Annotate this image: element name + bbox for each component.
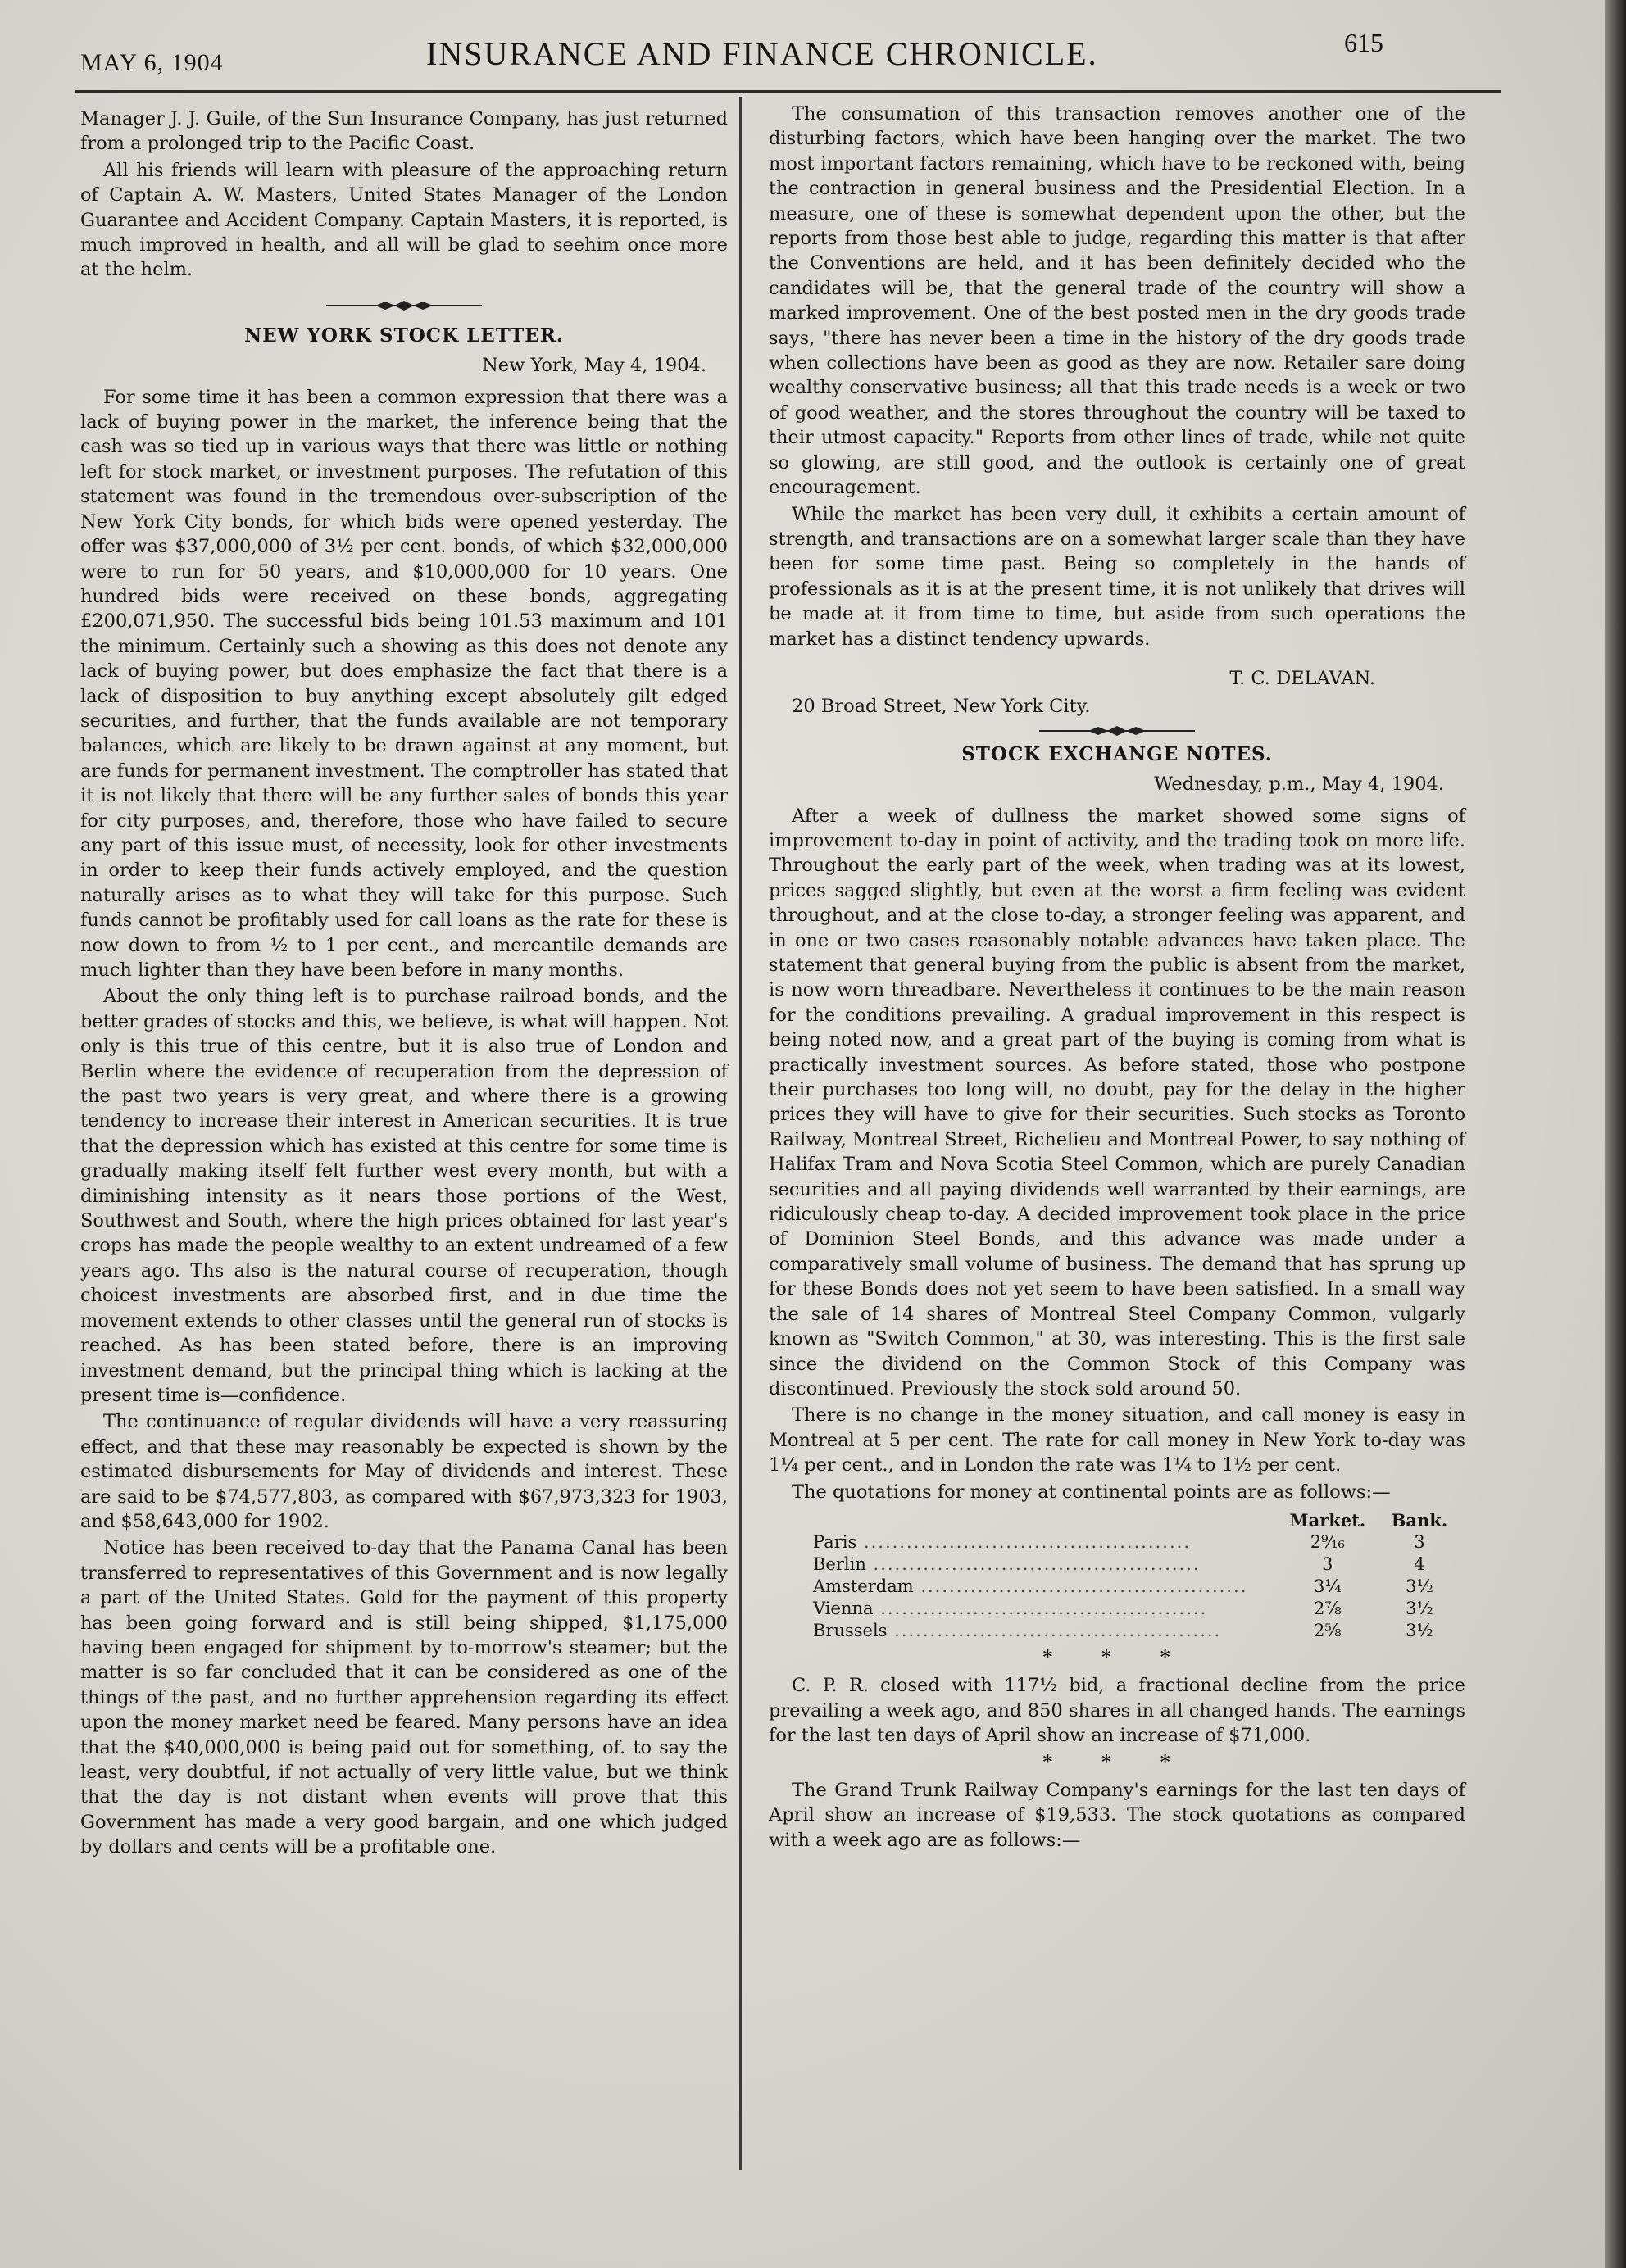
table-row: Berlin .............................................. 3 4 (769, 1554, 1465, 1576)
stock-letter-paragraph: The continuance of regular dividends will have a very reassuring effect, and that these may reasonably be expected is shown by the estimated disbursements for May of dividends and interest. These are said to be $74,577,803, as compared with $67,973,323 for 1903, and $58,643,000 for 1902. (80, 1411, 728, 1532)
exchange-notes-paragraph: There is no change in the money situation, and call money is easy in Montreal at 5 per cent. The rate for call money in New York to-day was 1¼ per cent., and in London the rate was 1¼ to 1½ per cent. (769, 1404, 1465, 1476)
stock-letter-continued-paragraph: While the market has been very dull, it exhibits a certain amount of strength, and transactions are on a somewhat larger scale than they have been for some time past. Being so completely in the hands of professionals as it is at the present time, it is not unlikely that drives will be made at it from time to time, but aside from such operations the market has a distinct tendency upwards. (769, 503, 1465, 650)
page-number: 615 (1344, 28, 1383, 57)
ornament-divider-icon (326, 299, 482, 312)
left-column (80, 107, 728, 1862)
article-title-exchange-notes: STOCK EXCHANGE NOTES. (961, 742, 1273, 765)
article-title-stock-letter: NEW YORK STOCK LETTER. (244, 324, 564, 347)
market-rate: 3 (1322, 1554, 1333, 1574)
city-name: Brussels (813, 1620, 888, 1640)
header-rule (75, 90, 1501, 93)
bank-rate: 3½ (1406, 1620, 1433, 1640)
city-name: Amsterdam (813, 1576, 914, 1596)
stock-letter-paragraph: Notice has been received to-day that the Panama Canal has been transferred to representatives of this Government and is now legally a part of the United States. Gold for the payment of this property has been going forward and is still being shipped, $1,175,000 having been engaged for shipment by to-morrow's steamer; but the matter is so far concluded that it can be considered as one of the things of the past, and no further apprehension regarding its effect upon the money market need be feared. Many persons have an idea that the $40,000,000 is being paid out for something, of. to say the least, very doubtful, if not actually of very little value, but we think that the day is not distant when events will prove that this Government has made a very good bargain, and one which judged by dollars and cents will be a profitable one. (80, 1537, 728, 1858)
market-rate: 2⅝ (1313, 1620, 1342, 1640)
exchange-notes-paragraph: The quotations for money at continental points are as follows:— (792, 1481, 1391, 1503)
masters-note: All his friends will learn with pleasure of the approaching return of Captain A. W. Masters, United States Manager of the London Guarantee and Accident Company. Captain Masters, it is reported, is much improved in health, and all will be glad to seehim once more at the helm. (80, 159, 728, 281)
article-dateline-stock-letter: New York, May 4, 1904. (482, 355, 706, 377)
table-header-row (769, 1509, 1465, 1531)
money-quotations-table (769, 1509, 1465, 1642)
column-divider (739, 97, 742, 2170)
section-separator: * * * (1042, 1646, 1192, 1668)
author-signature: T. C. DELAVAN. (1229, 667, 1375, 689)
header-date: MAY 6, 1904 (80, 49, 224, 76)
table-row: Brussels .............................................. 2⅝ 3½ (769, 1620, 1465, 1642)
table-row: Vienna .............................................. 2⅞ 3½ (769, 1598, 1465, 1620)
section-separator: * * * (1042, 1751, 1192, 1773)
publication-title: INSURANCE AND FINANCE CHRONICLE. (426, 35, 1098, 72)
city-name: Vienna (813, 1598, 874, 1618)
bank-rate: 3½ (1406, 1576, 1433, 1596)
ornament-divider-icon (1039, 724, 1195, 737)
bank-rate: 4 (1414, 1554, 1425, 1574)
table-row: Paris .............................................. 2⁹⁄₁₆ 3 (769, 1531, 1465, 1554)
bank-rate: 3 (1414, 1531, 1425, 1552)
column-header-bank: Bank. (1391, 1509, 1448, 1531)
column-header-market: Market. (1289, 1509, 1366, 1531)
page-header (0, 28, 1626, 77)
exchange-notes-paragraph: After a week of dullness the market showed some signs of improvement to-day in point of activity, and the trading took on more life. Throughout the early part of the week, when trading was at its lowest, prices sagged slightly, but even at the worst a firm feeling was evident throughout, and at the close to-day, a stronger feeling was apparent, and in one or two cases reasonably notable advances have taken place. The statement that general buying from the public is absent from the market, is now worn threadbare. Nevertheless it continues to be the main reason for the conditions prevailing. A gradual improvement in this respect is being noted now, and a great part of the buying is coming from what is practically investment sources. As before stated, those who postpone their purchases too long will, no doubt, pay for the delay in the higher prices they will have to give for their securities. Such stocks as Toronto Railway, Montreal Street, Richelieu and Montreal Power, to say nothing of Halifax Tram and Nova Scotia Steel Common, which are purely Canadian securities and all paying dividends well warranted by their earnings, are ridiculously cheap to-day. A decided improvement took place in the price of Dominion Steel Bonds, and this advance was made under a comparatively small volume of business. The demand that has sprung up for these Bonds does not yet seem to have been satisfied. In a small way the sale of 14 shares of Montreal Steel Company Common, vulgarly known as "Switch Common," at 30, was interesting. This is the first sale since the dividend on the Common Stock of this Company was discontinued. Previously the stock sold around 50. (769, 805, 1465, 1399)
stock-letter-continued-paragraph: The consumation of this transaction removes another one of the disturbing factors, which have been hanging over the market. The two most important factors remaining, which have to be reckoned with, being the contraction in general business and the Presidential Election. In a measure, one of these is somewhat dependent upon the other, but the reports from those best able to judge, regarding this matter is that after the Conventions are held, and it has been definitely decided who the candidates will be, that the general trade of the country will show a marked improvement. One of the best posted men in the dry goods trade says, "there has never been a time in the history of the dry goods trade when collections have been as good as they are now. Retailer sare doing wealthy conservative business; all that this trade needs is a week or two of good weather, and the stores throughout the country will be taxed to their utmost capacity." Reports from other lines of trade, while not quite so glowing, are still good, and the outlook is certainly one of great encouragement. (769, 103, 1465, 499)
city-name: Berlin (813, 1554, 866, 1574)
cpr-paragraph: C. P. R. closed with 117½ bid, a fractional decline from the price prevailing a week ago, and 850 shares in all changed hands. The earnings for the last ten days of April show an increase of $71,000. (769, 1675, 1465, 1747)
bank-rate: 3½ (1406, 1598, 1433, 1618)
table-row: Amsterdam .............................................. 3¼ 3½ (769, 1576, 1465, 1598)
market-rate: 3¼ (1313, 1576, 1342, 1596)
stock-letter-paragraph: About the only thing left is to purchase railroad bonds, and the better grades of stocks and this, we believe, is what will happen. Not only is this true of this centre, but it is also true of London and Berlin where the evidence of recuperation from the depression of the past two years is very great, and where there is a growing tendency to increase their interest in American securities. It is true that the depression which has existed at this centre for some time is gradually making itself felt further west every month, but with a diminishing intensity as it nears those portions of the West, Southwest and South, where the high prices obtained for last year's crops has made the people wealthy to an extent undreamed of a few years ago. Ths also is the natural course of recuperation, though choicest investments are absorbed first, and in due time the movement extends to other classes until the general run of stocks is reached. As has been stated before, there is an improving investment demand, but the principal thing which is lacking at the present time is—confidence. (80, 986, 728, 1406)
guile-note: Manager J. J. Guile, of the Sun Insurance Company, has just returned from a prolonged trip to the Pacific Coast. (80, 108, 728, 155)
article-dateline-exchange-notes: Wednesday, p.m., May 4, 1904. (1154, 773, 1444, 796)
stock-letter-paragraph: For some time it has been a common expression that there was a lack of buying power in the market, the inference being that the cash was so tied up in various ways that there was little or nothing left for stock market, or investment purposes. The refutation of this statement was found in the tremendous over-subscription of the New York City bonds, for which bids were opened yesterday. The offer was $37,000,000 of 3½ per cent. bonds, of which $32,000,000 were to run for 50 years, and $10,000,000 for 10 years. One hundred bids were received on these bonds, aggregating £200,071,950. The successful bids being 101.53 maximum and 101 the minimum. Certainly such a showing as this does not denote any lack of buying power, but does emphasize the fact that there is a lack of disposition to buy anything except absolutely gilt edged securities, and further, that the funds available are not temporary balances, which are likely to be drawn against at any moment, but are funds for permanent investment. The comptroller has stated that it is not likely that there will be any further sales of bonds this year for city purposes, and, therefore, those who have failed to secure any part of this issue must, of necessity, look for other investments in order to keep their funds actively employed, and the question naturally arises as to what they will take for this purpose. Such funds cannot be profitably used for call loans as the rate for these is now down to from ½ to 1 per cent., and mercantile demands are much lighter than they have been before in many months. (80, 386, 728, 981)
market-rate: 2⁹⁄₁₆ (1310, 1531, 1345, 1552)
right-column (769, 102, 1465, 1854)
grand-trunk-paragraph: The Grand Trunk Railway Company's earnings for the last ten days of April show an increase of $19,533. The stock quotations as compared with a week ago are as follows:— (769, 1779, 1465, 1851)
author-address: 20 Broad Street, New York City. (792, 696, 1091, 718)
market-rate: 2⅞ (1313, 1598, 1342, 1618)
city-name: Paris (813, 1531, 857, 1552)
